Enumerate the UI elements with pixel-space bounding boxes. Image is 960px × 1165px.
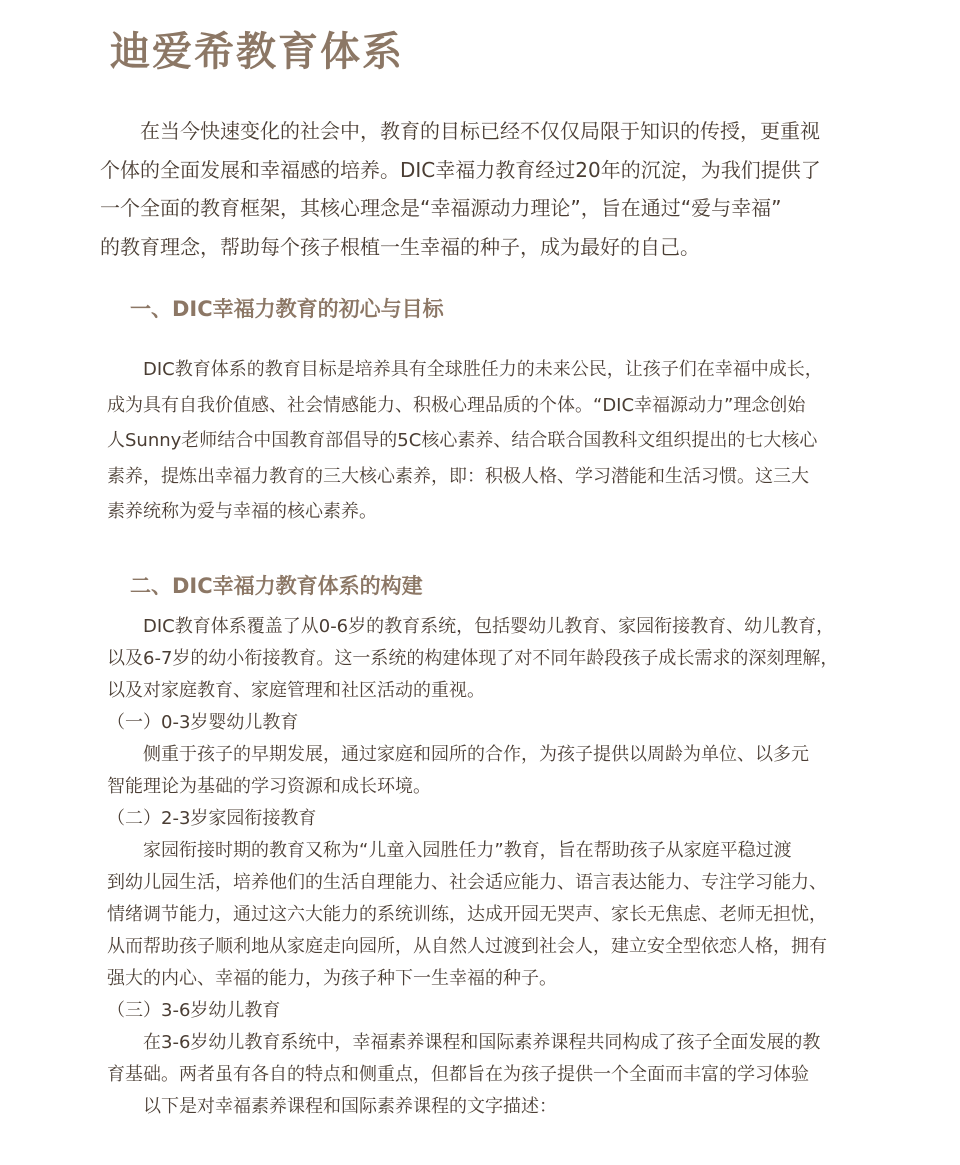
paragraph-line: 从而帮助孩子顺利地从家庭走向园所，从自然人过渡到社会人，建立安全型依恋人格，拥有 — [107, 936, 827, 957]
intro-line: 一个全面的教育框架，其核心理念是“幸福源动力理论”，旨在通过“爱与幸福” — [100, 196, 782, 220]
paragraph-line: 智能理论为基础的学习资源和成长环境。 — [107, 776, 431, 797]
paragraph-line: 以下是对幸福素养课程和国际素养课程的文字描述： — [107, 1096, 557, 1117]
paragraph-line: 侧重于孩子的早期发展，通过家庭和园所的合作，为孩子提供以周龄为单位、以多元 — [107, 744, 809, 765]
subsection-2-heading: （二）2-3岁家园衔接教育 — [107, 808, 317, 829]
subsection-3-heading: （三）3-6岁幼儿教育 — [107, 1000, 281, 1021]
paragraph-line: 育基础。两者虽有各自的特点和侧重点，但都旨在为孩子提供一个全面而丰富的学习体验 — [107, 1064, 809, 1085]
paragraph-line: DIC教育体系覆盖了从0-6岁的教育系统，包括婴幼儿教育、家园衔接教育、幼儿教育， — [107, 616, 835, 637]
subsection-1-heading: （一）0-3岁婴幼儿教育 — [107, 712, 299, 733]
intro-line: 在当今快速变化的社会中，教育的目标已经不仅仅局限于知识的传授，更重视 — [100, 119, 820, 143]
paragraph-line: 成为具有自我价值感、社会情感能力、积极心理品质的个体。“DIC幸福源动力”理念创始 — [107, 394, 806, 416]
paragraph-line: 家园衔接时期的教育又称为“儿童入园胜任力”教育，旨在帮助孩子从家庭平稳过渡 — [107, 840, 792, 861]
section-1-heading: 一、DIC幸福力教育的初心与目标 — [130, 297, 444, 321]
paragraph-line: 人Sunny老师结合中国教育部倡导的5C核心素养、结合联合国教科文组织提出的七大核心 — [107, 430, 818, 451]
paragraph-line: 素养统称为爱与幸福的核心素养。 — [107, 501, 377, 522]
section-1-paragraph — [107, 352, 877, 530]
paragraph-line: 以及对家庭教育、家庭管理和社区活动的重视。 — [107, 680, 485, 701]
paragraph-line: DIC教育体系的教育目标是培养具有全球胜任力的未来公民，让孩子们在幸福中成长， — [107, 359, 823, 380]
paragraph-line: 以及6-7岁的幼小衔接教育。这一系统的构建体现了对不同年龄段孩子成长需求的深刻理解， — [107, 648, 839, 669]
intro-line: 个体的全面发展和幸福感的培养。DIC幸福力教育经过20年的沉淀，为我们提供了 — [100, 157, 821, 182]
section-2-content — [107, 611, 877, 1123]
intro-paragraph — [100, 112, 870, 266]
paragraph-line: 强大的内心、幸福的能力，为孩子种下一生幸福的种子。 — [107, 968, 557, 989]
paragraph-line: 素养，提炼出幸福力教育的三大核心素养，即：积极人格、学习潜能和生活习惯。这三大 — [107, 465, 809, 487]
paragraph-line: 在3-6岁幼儿教育系统中，幸福素养课程和国际素养课程共同构成了孩子全面发展的教 — [107, 1032, 821, 1053]
paragraph-line: 到幼儿园生活，培养他们的生活自理能力、社会适应能力、语言表达能力、专注学习能力、 — [107, 872, 827, 893]
section-2-heading: 二、DIC幸福力教育体系的构建 — [130, 574, 423, 598]
page-title: 迪爱希教育体系 — [110, 28, 404, 75]
paragraph-line: 情绪调节能力，通过这六大能力的系统训练，达成开园无哭声、家长无焦虑、老师无担忧， — [107, 904, 827, 925]
intro-line: 的教育理念，帮助每个孩子根植一生幸福的种子，成为最好的自己。 — [100, 234, 700, 259]
